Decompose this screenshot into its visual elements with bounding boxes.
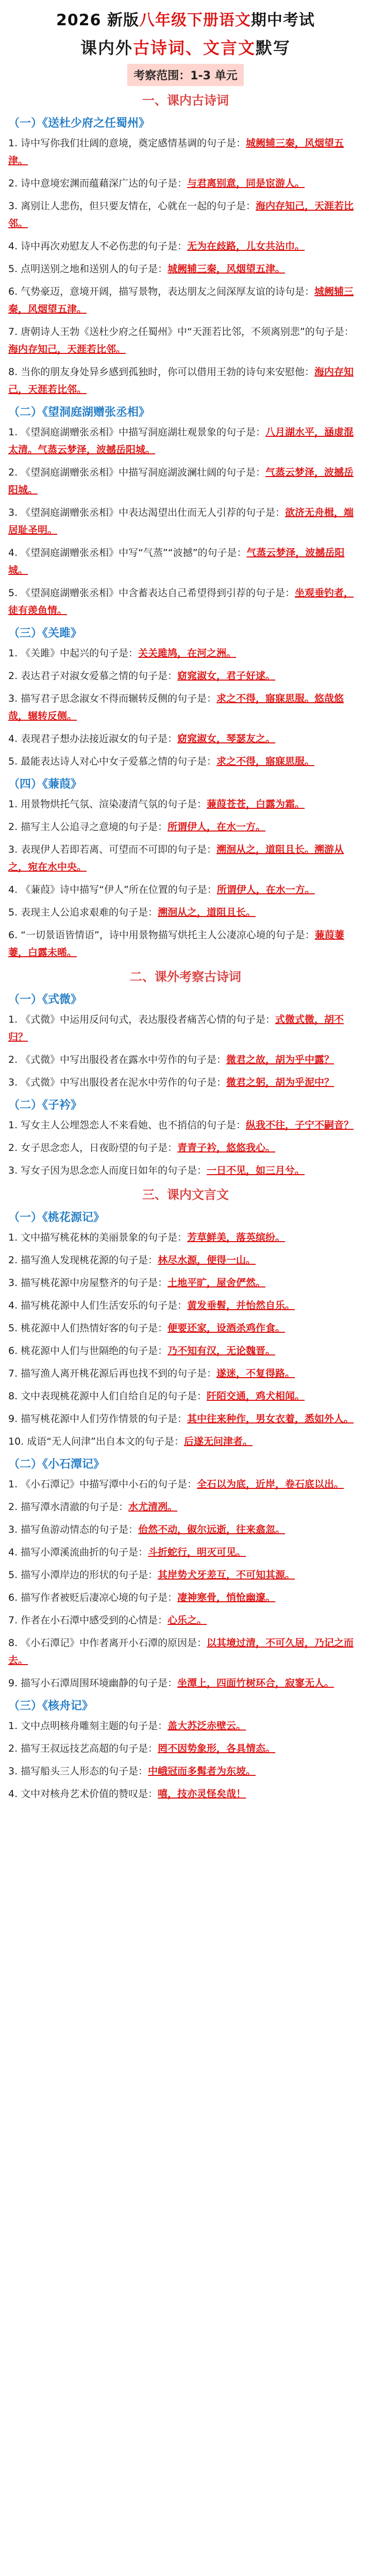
question-text: 6. 桃花源中人们与世隔绝的句子是：: [8, 1345, 168, 1357]
question-item: [8, 197, 363, 232]
answer-text: 斗折蛇行，明灭可见。: [148, 1547, 246, 1558]
subsection-title: （二）《子衿》: [8, 1099, 82, 1112]
question-text: 2. 表达君子对淑女爱慕之情的句子是：: [8, 670, 178, 682]
question-item: [8, 645, 363, 662]
question-text: 1. 文中描写桃花林的美丽景象的句子是：: [8, 1232, 188, 1243]
question-item: [8, 1521, 363, 1538]
answer-text: 阡陌交通，鸡犬相闻。: [207, 1391, 305, 1402]
question-item: [8, 1116, 363, 1134]
answer-text: 盖大苏泛赤壁云。: [167, 1720, 246, 1732]
question-item: [8, 584, 363, 619]
question-item: [8, 1433, 363, 1450]
question-text: 7. 唐朝诗人王勃《送杜少府之任蜀州》中“天涯若比邻，不须离别悲”的句子是：: [8, 326, 354, 337]
question-item: [8, 1297, 363, 1314]
question-item: [8, 1319, 363, 1337]
answer-text: 纵我不往，子宁不嗣音？: [246, 1120, 354, 1131]
answer-text: 气蒸云梦泽，波撼岳阳城。: [8, 547, 345, 576]
answer-text: 与君离别意，同是宦游人。: [187, 178, 305, 189]
answer-text: 中峨冠而多髯者为东坡。: [148, 1766, 256, 1777]
question-text: 3. 《式微》中写出服役者在泥水中劳作的句子是：: [8, 1077, 227, 1088]
answer-text: 关关雎鸠，在河之洲。: [138, 648, 237, 659]
question-item: [8, 926, 363, 961]
answer-text: 蒹葭萋萋，白露未晞。: [8, 929, 344, 958]
question-item: [8, 904, 363, 921]
question-item: [8, 690, 363, 725]
question-text: 3. 描写桃花源中房屋整齐的句子是：: [8, 1277, 168, 1289]
question-item: [8, 1365, 363, 1382]
range-badge: [0, 64, 371, 86]
answer-text: 便要还家，设酒杀鸡作食。: [167, 1323, 285, 1334]
answer-text: 求之不得，寤寐思服。: [216, 756, 315, 767]
question-item: [8, 134, 363, 170]
question-item: [8, 1717, 363, 1735]
answer-text: 坐潭上，四面竹树环合，寂寥无人。: [177, 1677, 334, 1689]
answer-text: 嘻，技亦灵怪矣哉！: [158, 1788, 246, 1800]
section-heading: 一、课内古诗词: [142, 93, 229, 108]
section-heading: 二、课外考察古诗词: [130, 970, 241, 984]
question-item: [8, 667, 363, 685]
section-heading: 三、课内文言文: [142, 1188, 229, 1202]
answer-text: 城阙辅三秦，风烟望五津。: [8, 138, 344, 166]
question-text: 6. 描写作者被贬后凄凉心境的句子是：: [8, 1592, 178, 1603]
answer-text: 城阙辅三秦，风烟望五津。: [8, 286, 354, 315]
answer-text: 以其境过清，不可久居，乃记之而去。: [8, 1637, 354, 1666]
answer-text: 气蒸云梦泽，波撼岳阳城。: [8, 467, 354, 496]
question-text: 3. 描写鱼游动情态的句子是：: [8, 1524, 139, 1535]
question-text: 1. 文中点明核舟雕刻主题的句子是：: [8, 1720, 168, 1732]
answer-text: 罔不因势象形，各具情态。: [158, 1743, 276, 1754]
question-item: [8, 1785, 363, 1803]
answer-text: 心乐之。: [167, 1615, 207, 1626]
question-item: [8, 795, 363, 813]
answer-text: 林尽水源，便得一山。: [158, 1255, 256, 1266]
answer-text: 其岸势犬牙差互，不可知其源。: [158, 1569, 295, 1581]
answer-text: 窈窕淑女，琴瑟友之。: [177, 733, 276, 744]
question-text: 1. 《式微》中运用反问句式，表达服役者痛苦心情的句子是：: [8, 1014, 276, 1025]
question-item: [8, 1476, 363, 1493]
question-item: [8, 1674, 363, 1692]
question-item: [8, 1544, 363, 1561]
subsection-title: （三）《核舟记》: [8, 1700, 94, 1713]
question-item: [8, 841, 363, 876]
question-text: 10. 成语“无人问津”出自本文的句子是：: [8, 1436, 184, 1447]
answer-text: 全石以为底，近岸，卷石底以出。: [197, 1479, 344, 1490]
question-item: [8, 363, 363, 398]
question-text: 7. 描写渔人离开桃花源后再也找不到的句子是：: [8, 1368, 217, 1379]
question-text: 2. 《望洞庭湖赠张丞相》中描写洞庭湖波澜壮阔的句子是：: [8, 467, 266, 478]
answer-text: 求之不得，寤寐思服。悠哉悠哉，辗转反侧。: [8, 693, 344, 722]
answer-text: 海内存知己，天涯若比邻。: [8, 200, 354, 229]
question-text: 4. 描写桃花源中人们生活安乐的句子是：: [8, 1300, 188, 1311]
page-title: [0, 7, 371, 30]
question-text: 2. 描写渔人发现桃花源的句子是：: [8, 1255, 158, 1266]
answer-text: 微君之故，胡为乎中露？: [226, 1054, 334, 1065]
question-text: 1. 写女主人公埋怨恋人不来看她、也不捎信的句子是：: [8, 1120, 246, 1131]
question-text: 8. 当你的朋友身处异乡感到孤独时，你可以借用王勃的诗句来安慰他：: [8, 366, 315, 378]
question-item: [8, 1139, 363, 1157]
question-text: 1. 《关雎》中起兴的句子是：: [8, 648, 139, 659]
page: [0, 7, 371, 2576]
answer-text: 遂迷，不复得路。: [216, 1368, 295, 1379]
question-text: 1. 《小石潭记》中描写潭中小石的句子是：: [8, 1479, 197, 1490]
question-item: [8, 1612, 363, 1629]
question-text: 3. 《望洞庭湖赠张丞相》中表达渴望出仕而无人引荐的句子是：: [8, 507, 285, 518]
question-text: 4. 《蒹葭》诗中描写“伊人”所在位置的句子是：: [8, 884, 217, 895]
question-text: 2. 《式微》中写出服役者在露水中劳作的句子是：: [8, 1054, 227, 1065]
question-item: [8, 1762, 363, 1780]
title-part3: 期中考试: [250, 11, 315, 29]
subsection-title: （一）《式微》: [8, 993, 82, 1006]
page-subtitle: [0, 35, 371, 59]
answer-text: 式微式微，胡不归？: [8, 1014, 344, 1043]
question-text: 1. 用景物烘托气氛、渲染凄清气氛的句子是：: [8, 799, 207, 810]
question-text: 3. 离别让人悲伤，但只要友情在，心就在一起的句子是：: [8, 200, 256, 212]
answer-text: 八月湖水平，涵虚混太清。气蒸云梦泽，波撼岳阳城。: [8, 427, 354, 455]
question-item: [8, 1011, 363, 1046]
answer-text: 蒹葭苍苍，白露为霜。: [207, 799, 305, 810]
question-item: [8, 544, 363, 579]
question-text: 3. 描写君子思念淑女不得而辗转反侧的句子是：: [8, 693, 217, 704]
subtitle-right: 默写: [256, 38, 291, 58]
answer-text: 后遂无问津者。: [183, 1436, 252, 1447]
question-item: [8, 730, 363, 748]
answer-text: 无为在歧路，儿女共沾巾。: [187, 241, 305, 252]
question-item: [8, 175, 363, 192]
question-item: [8, 1634, 363, 1669]
question-text: 4. 表现君子想办法接近淑女的句子是：: [8, 733, 178, 744]
content: [0, 90, 371, 1803]
question-item: [8, 753, 363, 770]
question-item: [8, 1740, 363, 1757]
question-text: 4. 《望洞庭湖赠张丞相》中写“气蒸”“波撼”的句子是：: [8, 547, 247, 558]
subsection-title: （二）《小石潭记》: [8, 1458, 105, 1471]
question-text: 3. 表现伊人若即若离、可望而不可即的句子是：: [8, 844, 217, 855]
question-item: [8, 1410, 363, 1428]
question-text: 5. 最能表达诗人对心中女子爱慕之情的句子是：: [8, 756, 217, 767]
answer-text: 微君之躬，胡为乎泥中？: [226, 1077, 334, 1088]
question-text: 8. 《小石潭记》中作者离开小石潭的原因是：: [8, 1637, 207, 1649]
answer-text: 佁然不动，俶尔远逝，往来翕忽。: [138, 1524, 285, 1535]
question-item: [8, 1589, 363, 1606]
question-item: [8, 818, 363, 836]
question-item: [8, 504, 363, 539]
answer-text: 溯洄从之，道阻且长。: [158, 907, 256, 918]
answer-text: 黄发垂髫，并怡然自乐。: [187, 1300, 295, 1311]
question-text: 5. 《望洞庭湖赠张丞相》中含蓄表达自己希望得到引荐的句子是：: [8, 587, 295, 599]
question-text: 6. 气势豪迈，意境开阔，描写景物，表达朋友之间深厚友谊的诗句是：: [8, 286, 315, 297]
question-item: [8, 283, 363, 318]
question-item: [8, 1051, 363, 1069]
title-part2: 八年级下册语文: [139, 11, 251, 29]
question-text: 2. 诗中意境宏渊而蕴藉深广达的句子是：: [8, 178, 188, 189]
question-item: [8, 260, 363, 278]
question-text: 3. 写女子因为思念恋人而度日如年的句子是：: [8, 1165, 207, 1176]
question-item: [8, 1387, 363, 1405]
range-text: 考察范围：1-3 单元: [127, 64, 243, 86]
question-item: [8, 1162, 363, 1179]
question-item: [8, 1566, 363, 1584]
answer-text: 青青子衿，悠悠我心。: [177, 1142, 276, 1154]
question-text: 8. 文中表现桃花源中人们自给自足的句子是：: [8, 1391, 207, 1402]
answer-text: 欲济无舟楫，端居耻圣明。: [8, 507, 354, 536]
answer-text: 窈窕淑女，君子好逑。: [177, 670, 276, 682]
question-text: 4. 诗中再次劝慰友人不必伤悲的句子是：: [8, 241, 188, 252]
answer-text: 所谓伊人，在水一方。: [167, 821, 266, 833]
question-text: 9. 描写桃花源中人们劳作情景的句子是：: [8, 1413, 188, 1425]
question-text: 4. 描写小潭溪流曲折的句子是：: [8, 1547, 148, 1558]
answer-text: 溯洄从之，道阻且长。溯游从之，宛在水中央。: [8, 844, 344, 873]
question-text: 2. 描写潭水清澈的句子是：: [8, 1501, 129, 1513]
question-text: 1. 《望洞庭湖赠张丞相》中描写洞庭湖壮观景象的句子是：: [8, 427, 266, 438]
question-text: 2. 描写王叔远技艺高超的句子是：: [8, 1743, 158, 1754]
subsection-title: （一）《桃花源记》: [8, 1211, 105, 1224]
answer-text: 乃不知有汉，无论魏晋。: [167, 1345, 276, 1357]
question-item: [8, 323, 363, 358]
question-text: 4. 文中对核舟艺术价值的赞叹是：: [8, 1788, 158, 1800]
question-item: [8, 1498, 363, 1516]
subsection-title: （三）《关雎》: [8, 627, 82, 640]
answer-text: 海内存知己，天涯若比邻。: [8, 366, 354, 395]
question-item: [8, 1074, 363, 1091]
question-text: 5. 表现主人公追求艰难的句子是：: [8, 907, 158, 918]
subsection-title: （二）《望洞庭湖赠张丞相》: [8, 406, 150, 419]
answer-text: 芳草鲜美，落英缤纷。: [187, 1232, 285, 1243]
answer-text: 水尤清冽。: [128, 1501, 178, 1513]
subsection-title: （一）《送杜少府之任蜀州》: [8, 117, 150, 130]
subtitle-left: 课内外: [80, 38, 133, 58]
question-text: 2. 描写主人公追寻之意境的句子是：: [8, 821, 168, 833]
question-item: [8, 464, 363, 499]
question-text: 9. 描写小石潭周围环境幽静的句子是：: [8, 1677, 178, 1689]
title-part1: 2026 新版: [56, 11, 139, 29]
question-item: [8, 1229, 363, 1246]
subtitle-middle: 古诗词、文言文: [132, 38, 256, 58]
answer-text: 其中往来种作，男女衣着，悉如外人。: [187, 1413, 354, 1425]
question-item: [8, 423, 363, 459]
question-text: 6. “一切景语皆情语”，诗中用景物描写烘托主人公凄凉心境的句子是：: [8, 929, 315, 941]
answer-text: 土地平旷，屋舍俨然。: [167, 1277, 266, 1289]
question-text: 1. 诗中写你我们壮阔的意境，奠定感情基调的句子是：: [8, 138, 246, 149]
question-text: 2. 女子思念恋人，日夜盼望的句子是：: [8, 1142, 178, 1154]
question-text: 5. 桃花源中人们热情好客的句子是：: [8, 1323, 168, 1334]
question-text: 3. 描写船头三人形态的句子是：: [8, 1766, 148, 1777]
question-item: [8, 881, 363, 899]
question-item: [8, 1274, 363, 1292]
subsection-title: （四）《蒹葭》: [8, 778, 82, 791]
answer-text: 坐观垂钓者，徒有羡鱼情。: [8, 587, 354, 616]
answer-text: 一日不见，如三月兮。: [207, 1165, 305, 1176]
answer-text: 城阙辅三秦，风烟望五津。: [167, 263, 285, 275]
question-text: 7. 作者在小石潭中感受到的心情是：: [8, 1615, 168, 1626]
answer-text: 海内存知己，天涯若比邻。: [8, 344, 126, 355]
question-item: [8, 1251, 363, 1269]
question-item: [8, 238, 363, 255]
question-text: 5. 点明送别之地和送别人的句子是：: [8, 263, 168, 275]
question-item: [8, 1342, 363, 1360]
answer-text: 所谓伊人，在水一方。: [216, 884, 315, 895]
answer-text: 凄神寒骨，悄怆幽邃。: [177, 1592, 276, 1603]
question-text: 5. 描写小潭岸边的形状的句子是：: [8, 1569, 158, 1581]
